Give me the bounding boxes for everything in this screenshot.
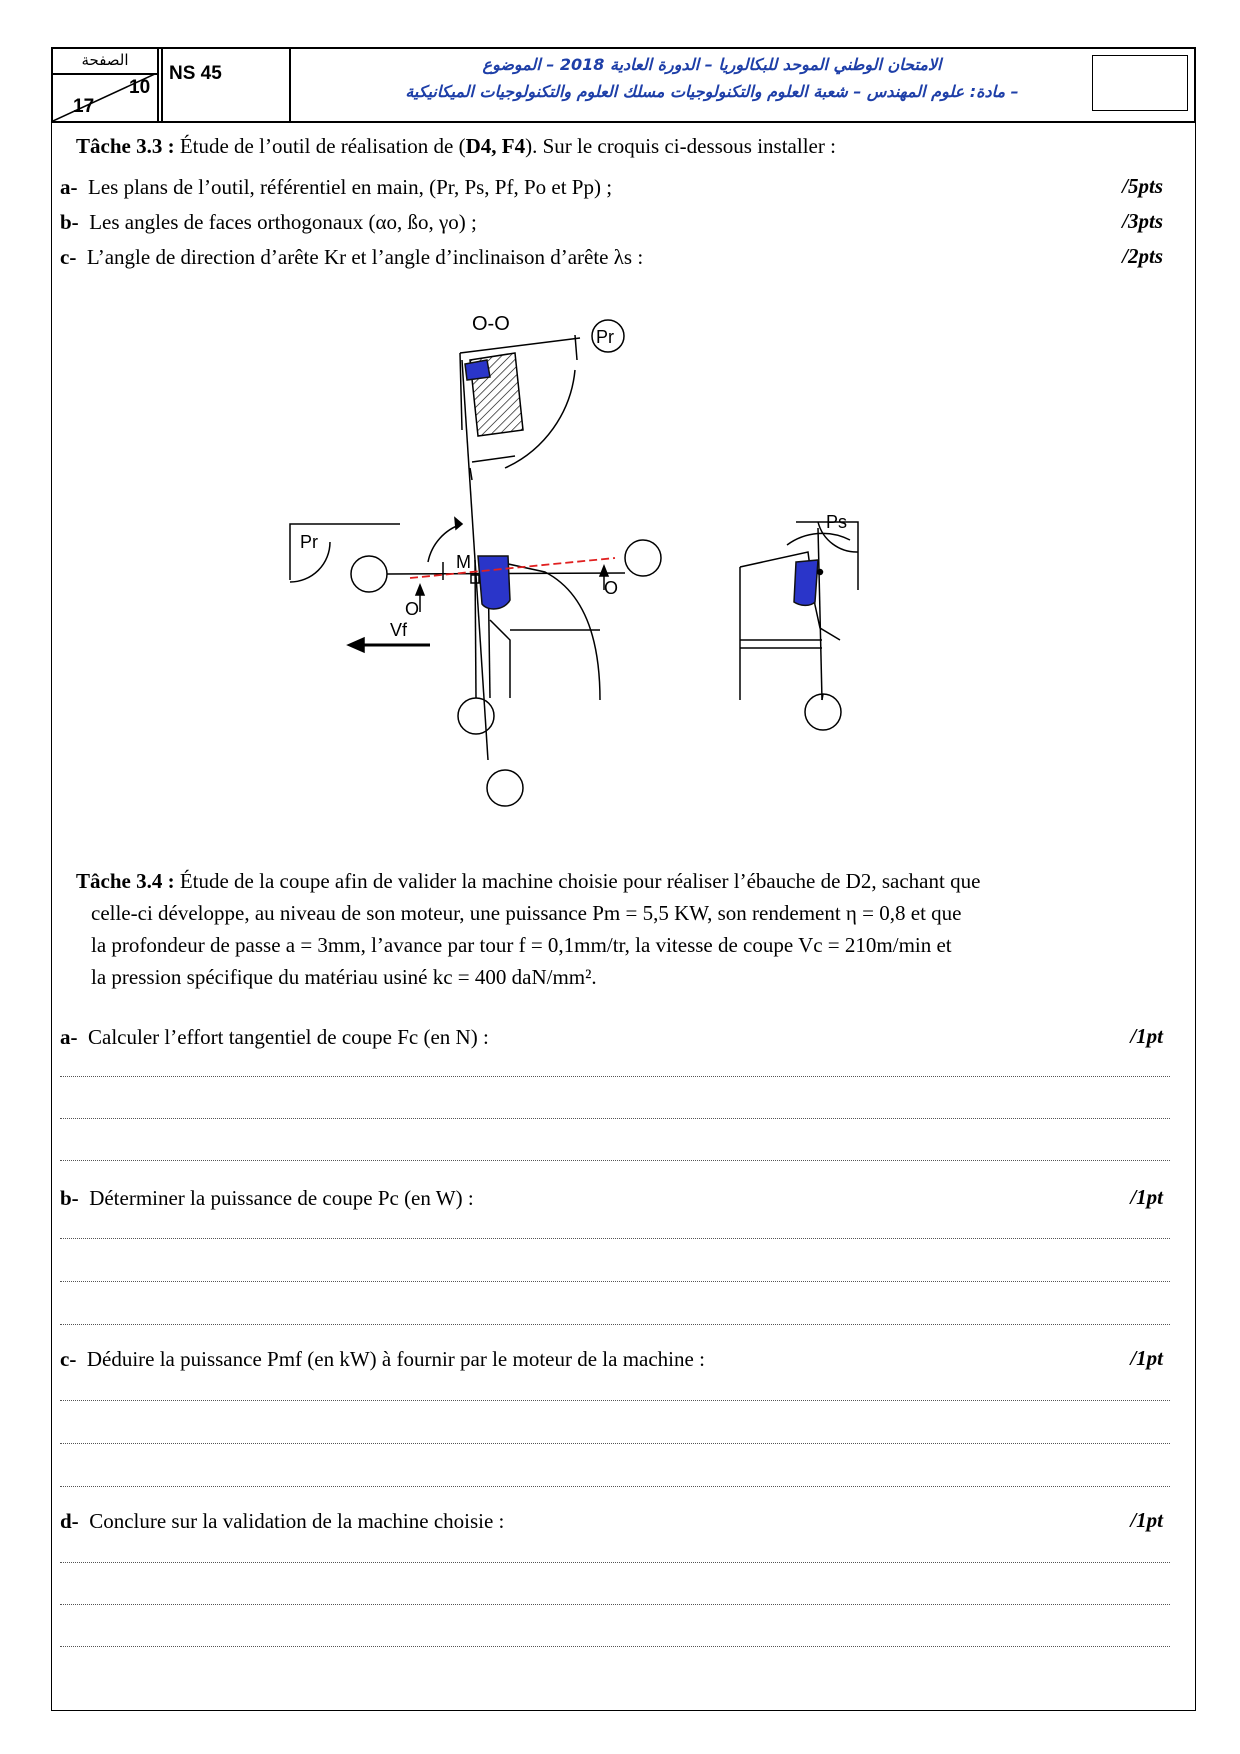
item-label: b- (60, 210, 79, 234)
circle-right (625, 540, 661, 576)
task34-question-a (60, 1024, 489, 1050)
label-m: M (456, 552, 471, 572)
item-text: Les angles de faces orthogonaux (αo, ßo, γo) ; (89, 210, 477, 234)
section-arrow-right (600, 566, 608, 576)
task33-intro-post: ). Sur le croquis ci-dessous installer : (525, 134, 836, 158)
task34-question-c-points: /1pt (1130, 1346, 1163, 1370)
page-number: 10 (129, 77, 151, 98)
answer-line[interactable] (60, 1160, 1170, 1161)
oo-angle-dimension (472, 456, 515, 462)
item-label: c- (60, 245, 77, 269)
item-text: Calculer l’effort tangentiel de coupe Fc (en N) : (88, 1025, 489, 1049)
item-label: a- (60, 175, 78, 199)
answer-line[interactable] (60, 1238, 1170, 1239)
label-ps: Ps (826, 512, 848, 532)
answer-line[interactable] (60, 1118, 1170, 1119)
task34-line4: la pression spécifique du matériau usiné kc = 400 daN/mm². (91, 965, 597, 989)
main-cutting-insert (478, 556, 510, 609)
label-o-right: O (604, 578, 619, 598)
holder-outline (490, 620, 510, 698)
red-dashed-plane-line (410, 558, 615, 578)
answer-line[interactable] (60, 1443, 1170, 1444)
ps-bottom-circle (805, 694, 841, 730)
page-label: الصفحة (53, 49, 157, 75)
answer-line[interactable] (60, 1604, 1170, 1605)
task34-statement (76, 865, 1166, 993)
circle-left (351, 556, 387, 592)
label-pr-top: Pr (596, 327, 614, 347)
task34-line3: la profondeur de passe a = 3mm, l’avance par tour f = 0,1mm/tr, la vitesse de coupe Vc = 210m/min et (91, 933, 952, 957)
task33-intro-bold: D4, F4 (465, 134, 526, 158)
task34-question-d (60, 1508, 504, 1534)
exam-title-line2: – مادة: علوم المهندس – شعبة العلوم والتكنولوجيات مسلك العلوم والتكنولوجيات الميكانيكية (405, 82, 1019, 101)
task34-question-a-points: /1pt (1130, 1024, 1163, 1048)
exam-title-line1: الامتحان الوطني الموحد للبكالوريا – الدورة العادية 2018 – الموضوع (482, 55, 942, 74)
item-text: Déterminer la puissance de coupe Pc (en W) : (89, 1186, 474, 1210)
answer-line[interactable] (60, 1562, 1170, 1563)
circle-bottom (458, 698, 494, 734)
answer-line[interactable] (60, 1400, 1170, 1401)
exam-code: NS 45 (163, 49, 291, 121)
answer-line[interactable] (60, 1646, 1170, 1647)
tool-sketch-figure (0, 0, 1240, 820)
task33-title: Tâche 3.3 : (76, 134, 175, 158)
label-vf: Vf (390, 620, 408, 640)
page-total: 17 (73, 96, 95, 117)
item-text: Conclure sur la validation de la machine choisie : (89, 1509, 505, 1533)
task34-line1 (76, 865, 1166, 897)
task34-question-c (60, 1346, 705, 1372)
section-arrow-left (416, 585, 424, 595)
ps-cutting-insert (794, 560, 818, 605)
item-label: d- (60, 1509, 79, 1533)
item-text: Les plans de l’outil, référentiel en main, (Pr, Ps, Pf, Po et Pp) ; (88, 175, 613, 199)
vertical-reference-line (475, 560, 476, 698)
label-oo: O-O (472, 313, 510, 335)
item-label: b- (60, 1186, 79, 1210)
answer-line[interactable] (60, 1076, 1170, 1077)
oo-cutting-tip (465, 360, 490, 380)
task34-title: Tâche 3.4 : (76, 869, 175, 893)
item-label: a- (60, 1025, 78, 1049)
circle-bottom-lower (487, 770, 523, 806)
label-o-left: O (405, 599, 420, 619)
task34-question-d-points: /1pt (1130, 1508, 1163, 1532)
feed-arrow-head (348, 638, 364, 652)
ps-reference-point (818, 570, 823, 575)
task34-question-b (60, 1185, 474, 1211)
task34-line2: celle-ci développe, au niveau de son moteur, une puissance Pm = 5,5 KW, son rendement η = 0,8 et que (91, 901, 962, 925)
oo-reference-line (460, 338, 580, 353)
answer-line[interactable] (60, 1281, 1170, 1282)
item-text: Déduire la puissance Pmf (en kW) à fournir par le moteur de la machine : (86, 1347, 705, 1371)
answer-line[interactable] (60, 1324, 1170, 1325)
task33-item-b-points: /3pts (1122, 209, 1163, 233)
task33-item-a-points: /5pts (1122, 174, 1163, 198)
task34-line1-text: Étude de la coupe afin de valider la machine choisie pour réaliser l’ébauche de D2, sachant que (174, 869, 981, 893)
task33-intro-pre: Étude de l’outil de réalisation de ( (174, 134, 466, 158)
answer-line[interactable] (60, 1486, 1170, 1487)
arc-arrowhead (455, 518, 462, 529)
task34-question-b-points: /1pt (1130, 1185, 1163, 1209)
item-text: L’angle de direction d’arête Kr et l’angle d’inclinaison d’arête λs : (86, 245, 644, 269)
ps-tool-outline (740, 552, 840, 640)
ps-body-right (818, 528, 822, 700)
item-label: c- (60, 1347, 77, 1371)
label-pr-left: Pr (300, 532, 318, 552)
task33-item-c-points: /2pts (1122, 244, 1163, 268)
ps-circle-link (822, 694, 823, 700)
